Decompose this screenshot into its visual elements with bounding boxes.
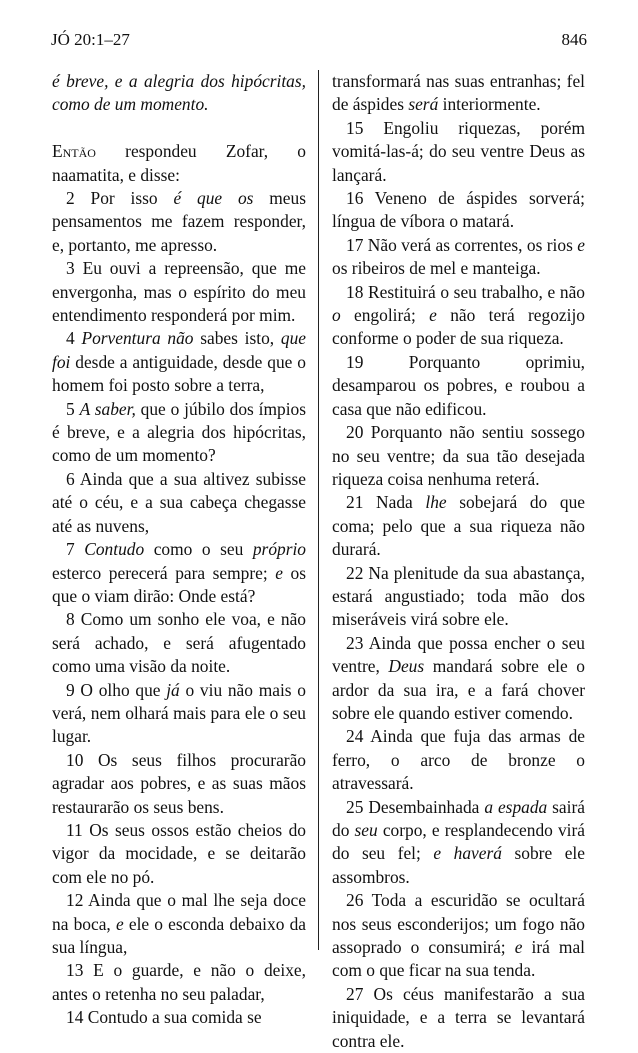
verse-paragraph — [52, 140, 306, 187]
verse-text: esterco perecerá para sempre; — [52, 562, 276, 583]
verse-text: corpo, e resplandecendo virá do seu fel; — [332, 820, 585, 864]
verse-text: engolirá; — [340, 305, 430, 326]
verse-text: os ribeiros de mel e manteiga. — [332, 258, 541, 279]
verse-text: 12 Ainda que o mal lhe seja doce na boca, — [52, 890, 306, 934]
verse-text: os que o viam dirão: Onde está? — [52, 562, 307, 606]
italic-text: a espada — [484, 796, 548, 817]
verse-text: 21 Nada — [346, 492, 426, 513]
verse-paragraph — [332, 117, 585, 187]
verse-paragraph — [52, 257, 306, 327]
verse-paragraph — [332, 491, 585, 561]
italic-text: e — [429, 305, 437, 326]
verse-paragraph — [52, 819, 306, 889]
verse-text: 3 Eu ouvi a repreensão, que me envergonha, mas o espírito do meu entendimento responderá por mim. — [52, 258, 306, 326]
verse-paragraph — [52, 608, 306, 678]
small-caps-text: Então — [52, 141, 96, 162]
verse-paragraph — [332, 234, 585, 281]
column-divider — [318, 70, 319, 950]
verse-paragraph — [52, 538, 306, 608]
italic-text: o — [332, 305, 341, 326]
italic-text: Contudo — [84, 539, 145, 560]
verse-paragraph — [332, 281, 585, 351]
verse-text: 23 Ainda que possa encher o seu ventre, — [332, 632, 585, 677]
verse-text: 25 Desembainhada — [346, 796, 485, 817]
page-number: 846 — [561, 30, 587, 49]
italic-text: seu — [354, 820, 378, 840]
verse-paragraph — [332, 632, 585, 726]
italic-text: é breve, e a alegria dos hipócritas, como de um momento. — [52, 71, 306, 115]
verse-text: mandará sobre ele o ardor da sua ira, e a fará chover sobre ele quando estiver comendo. — [332, 656, 585, 723]
verse-paragraph — [52, 749, 306, 819]
verse-paragraph — [332, 70, 585, 117]
verse-paragraph — [52, 1006, 306, 1029]
verse-text: 2 Por isso — [66, 188, 174, 209]
verse-text: como o seu — [144, 539, 253, 560]
verse-text: 14 Contudo a sua comida se — [66, 1007, 262, 1028]
italic-text: é que os — [173, 188, 254, 209]
verse-text: 20 Porquanto não sentiu sossego no seu ventre; da sua tão desejada riqueza coisa nenhuma reterá. — [332, 422, 585, 489]
right-text-column — [332, 70, 585, 1053]
verse-text: desde a antiguidade, desde que o homem foi posto sobre a terra, — [52, 351, 306, 396]
verse-paragraph — [52, 959, 306, 1006]
verse-paragraph — [332, 351, 585, 421]
verse-text: 10 Os seus filhos procurarão agradar aos pobres, e as suas mãos restaurarão os seus bens. — [52, 749, 306, 817]
italic-text: e haverá — [433, 843, 502, 864]
verse-text: 27 Os céus manifestarão a sua iniquidade, e a terra se levantará contra ele. — [332, 983, 585, 1051]
verse-paragraph — [52, 679, 306, 749]
verse-text: 6 Ainda que a sua altivez subisse até o céu, e a sua cabeça chegasse até as nuvens, — [52, 468, 306, 536]
verse-text: 26 Toda a escuridão se ocultará nos seus esconderijos; um fogo não assoprado o consumirá; — [332, 890, 585, 958]
verse-text: 11 Os seus ossos estão cheios do vigor da mocidade, e se deitarão com ele no pó. — [52, 819, 306, 887]
verse-text: 18 Restituirá o seu trabalho, e não — [346, 281, 585, 302]
verse-text: 9 O olho que — [66, 679, 167, 700]
verse-paragraph — [52, 187, 306, 257]
verse-paragraph — [332, 889, 585, 983]
verse-text: 4 — [66, 328, 82, 349]
intro-verse-line — [52, 70, 306, 117]
page-header — [51, 30, 587, 52]
verse-text: 17 Não verá as correntes, os rios — [346, 234, 578, 255]
italic-text: e — [577, 234, 585, 255]
verse-paragraph — [52, 327, 306, 397]
italic-text: e — [275, 562, 283, 583]
verse-text: o viu não mais o verá, nem olhará mais para ele o seu lugar. — [52, 679, 306, 747]
verse-text: 22 Na plenitude da sua abastança, estará angustiado; toda mão dos miseráveis virá sobre ele. — [332, 562, 585, 630]
italic-text: próprio — [252, 539, 307, 560]
verse-paragraph — [332, 796, 585, 890]
verse-text: que o júbilo dos ímpios é breve, e a alegria dos hipócritas, como de um momento? — [52, 398, 306, 466]
verse-text: 15 Engoliu riquezas, porém vomitá-las-á; do seu ventre Deus as lançará. — [332, 117, 585, 185]
verse-text: 16 Veneno de áspides sorverá; língua de víbora o matará. — [332, 188, 585, 232]
italic-text: e — [514, 937, 523, 958]
verse-paragraph — [332, 983, 585, 1053]
verse-text: 13 E o guarde, e não o deixe, antes o retenha no seu paladar, — [52, 960, 306, 1004]
verse-paragraph — [332, 421, 585, 491]
verse-paragraph — [52, 468, 306, 538]
verse-text: interiormente. — [438, 94, 541, 115]
verse-text: sairá do — [332, 796, 585, 840]
italic-text: que foi — [52, 328, 307, 372]
verse-paragraph — [332, 725, 585, 795]
italic-text: e — [115, 913, 124, 934]
verse-text: sabes isto, — [193, 328, 281, 349]
verse-paragraph — [52, 889, 306, 959]
verse-text: 5 — [66, 398, 80, 419]
left-text-column — [52, 70, 306, 1030]
chapter-reference: JÓ 20:1–27 — [51, 30, 130, 49]
verse-text: ele o esconda debaixo da sua língua, — [52, 913, 306, 958]
italic-text: Deus — [388, 656, 425, 677]
verse-text: 8 Como um sonho ele voa, e não será achado, e será afugentado como uma visão da noite. — [52, 609, 306, 677]
verse-text: 7 — [66, 539, 85, 560]
verse-text: meus pensamentos me fazem responder, e, portanto, me apresso. — [52, 188, 306, 255]
verse-text: não terá regozijo conforme o poder de sua riqueza. — [332, 305, 585, 349]
verse-text: sobejará do que coma; pelo que a sua riqueza não durará. — [332, 492, 585, 560]
verse-text: sobre ele assombros. — [332, 843, 585, 887]
verse-paragraph — [52, 398, 306, 468]
italic-text: A saber, — [79, 398, 136, 419]
verse-paragraph — [332, 187, 585, 234]
italic-text: Porventura não — [81, 328, 194, 349]
verse-text: respondeu Zofar, o naamatita, e disse: — [52, 141, 306, 185]
verse-text: transformará nas suas entranhas; fel de áspides — [332, 71, 585, 115]
verse-text: irá mal com o que ficar na sua tenda. — [332, 937, 585, 981]
verse-text: 19 Porquanto oprimiu, desamparou os pobres, e roubou a casa que não edificou. — [332, 351, 585, 419]
verse-text: 24 Ainda que fuja das armas de ferro, o arco de bronze o atravessará. — [332, 726, 585, 794]
italic-text: já — [166, 679, 180, 700]
italic-text: lhe — [425, 492, 447, 513]
verse-paragraph — [332, 562, 585, 632]
italic-text: será — [408, 94, 439, 115]
